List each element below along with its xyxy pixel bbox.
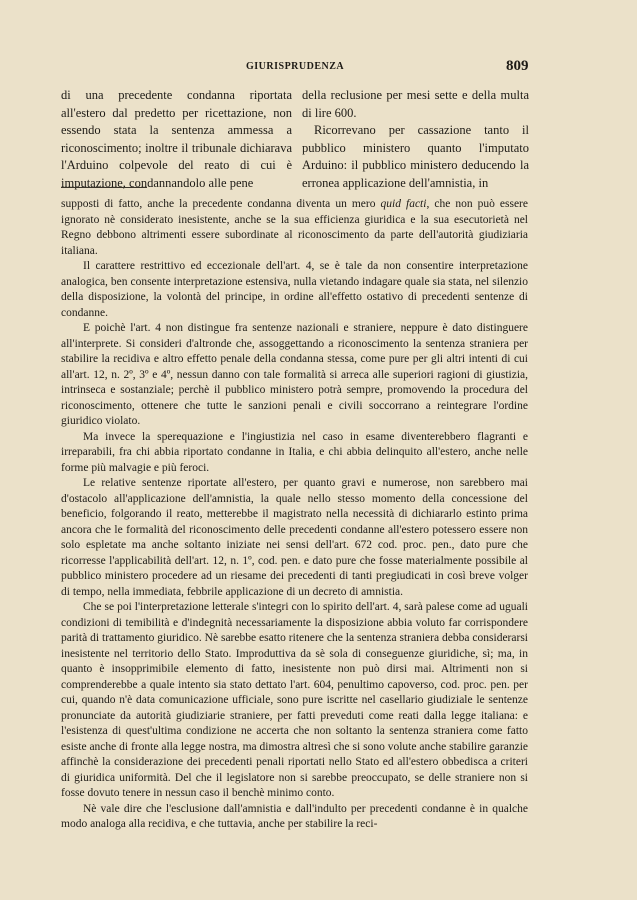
note-paragraph-1: [61, 197, 528, 259]
note-paragraph-1-start: supposti di fatto, anche la precedente condanna diventa un mero: [61, 198, 381, 210]
note-paragraph-4: Ma invece la sperequazione e l'ingiustizia nel caso in esame diventerebbero flagranti e irreparabili, fra chi abbia riportato condanne in Italia, e chi abbia delinquito all'estero, anche nelle forme più malvagie e più feroci.: [61, 430, 528, 474]
right-column: [302, 87, 529, 192]
footnote-separator: [61, 187, 147, 188]
note-paragraph-7: Nè vale dire che l'esclusione dall'amnistia e dall'indulto per precedenti condanne è in qualche modo analoga alla recidiva, e che tuttavia, anche per stabilire la reci-: [61, 802, 528, 830]
left-column: [61, 87, 292, 192]
note-paragraph-5: Le relative sentenze riportate all'estero, per quanto gravi e numerose, non sarebbero mai d'ostacolo all'applicazione dell'amnistia, la quale nello stesso momento della concessione del beneficio, folgorando il reato, metterebbe il magistrato nella necessità di dichiararlo estinto prima ancora che le formalità del riconoscimento delle precedenti condanne all'estero potessero essere non solo espletate ma anche soltanto iniziate nei sensi dell'art. 672 cod. proc. pen., dato pure che ricorresse l'applicabilità dell'art. 12, n. 1º, cod. pen. e dato pure che fosse materialmente possibile al pubblico ministero procedere ad un riesame dei precedenti di tanti pregiudicati in così breve volger di tempo, nella immediata, febbrile applicazione di un decreto di amnistia.: [61, 477, 528, 598]
note-paragraph-1-italic: quid facti: [380, 198, 427, 210]
note-paragraph-2: Il carattere restrittivo ed eccezionale dell'art. 4, se è tale da non consentire interpretazione analogica, ben consente interpretazione estensiva, nulla vietando indagare quale sia stata, nel silenzio della disposizione, la volontà del principe, in ordine all'effetto ostativo di precedenti sentenze di condanne.: [61, 260, 528, 319]
note-paragraph-1-end: , che non può essere ignorato nè considerato inesistente, anche se la sua efficienza giuridica e la sua esecutorietà nel Regno debbono altrimenti essere subordinate al riconoscimento da parte dell'autorità giudiziaria italiana.: [61, 198, 528, 257]
right-column-paragraph-2: Ricorrevano per cassazione tanto il pubblico ministero quanto l'imputato Arduino: il pubblico ministero deducendo la erronea applicazione dell'amnistia, in: [302, 123, 529, 190]
right-column-paragraph-1: della reclusione per mesi sette e della multa di lire 600.: [302, 88, 529, 120]
note-paragraph-6: Che se poi l'interpretazione letterale s'integri con lo spirito dell'art. 4, sarà palese come ad uguali condizioni di temibilità e d'indegnità necessariamente la disposizione abbia voluto far corrispondere parità di trattamento giuridico. Nè sarebbe esatto ritenere che la sentenza straniera debba considerarsi inesistente nel territorio dello Stato. Improduttiva da sè sola di conseguenze giuridiche, sì; ma, in quanto è insopprimibile elemento di fatto, inesistente non può dirsi mai. Altrimenti non si comprenderebbe a quale intento sia stato dettato l'art. 604, penultimo capoverso, cod. proc. pen. per cui, quando n'è data comunicazione ufficiale, sono pure iscritte nel casellario giudiziale le sentenze pronunciate da autorità giudiziarie straniere, per fatti preveduti come reati dalla legge italiana: e l'esistenza di quest'ultima condizione ne accerta che non soltanto la sentenza straniera come fatto esiste anche di fronte alla legge nostra, ma dimostra altresì che si sono volute anche stabilire garanzie affinchè la considerazione dei precedenti penali riportati nello Stato ed all'estero obbedisca a criteri di giuridica uniformità. Del che il legislatore non si sarebbe preoccupato, se delle straniere non si fosse dovuto tenere in nessun caso il benchè minimo conto.: [61, 601, 528, 799]
footnote-block: [61, 197, 528, 833]
note-paragraph-3: E poichè l'art. 4 non distingue fra sentenze nazionali e straniere, neppure è dato distinguere all'interprete. Si consideri d'altronde che, assoggettando a riconoscimento la sentenza straniera per stabilire la recidiva e altro effetto penale della condanna stessa, come pure per gli altri intenti di cui all'art. 12, n. 2º, 3º e 4º, nessun danno con tale formalità si arreca alle superiori ragioni di giustizia, intrinseca e sostanziale; perchè il pubblico ministero potrà sempre, promovendo la procedura del riconoscimento, ottenere che tutte le sanzioni penali e civili soccorrano a reintegrare l'ordine giuridico violato.: [61, 322, 528, 427]
left-column-text: di una precedente condanna riportata all'estero dal predetto per ricettazione, non essendo stata la sentenza ammessa a riconoscimento; inoltre il tribunale dichiarava l'Arduino colpevole del reato di cui è imputazione, condannandolo alle pene: [61, 88, 292, 190]
running-title: GIURISPRUDENZA: [246, 61, 345, 72]
page-number: 809: [506, 58, 529, 74]
